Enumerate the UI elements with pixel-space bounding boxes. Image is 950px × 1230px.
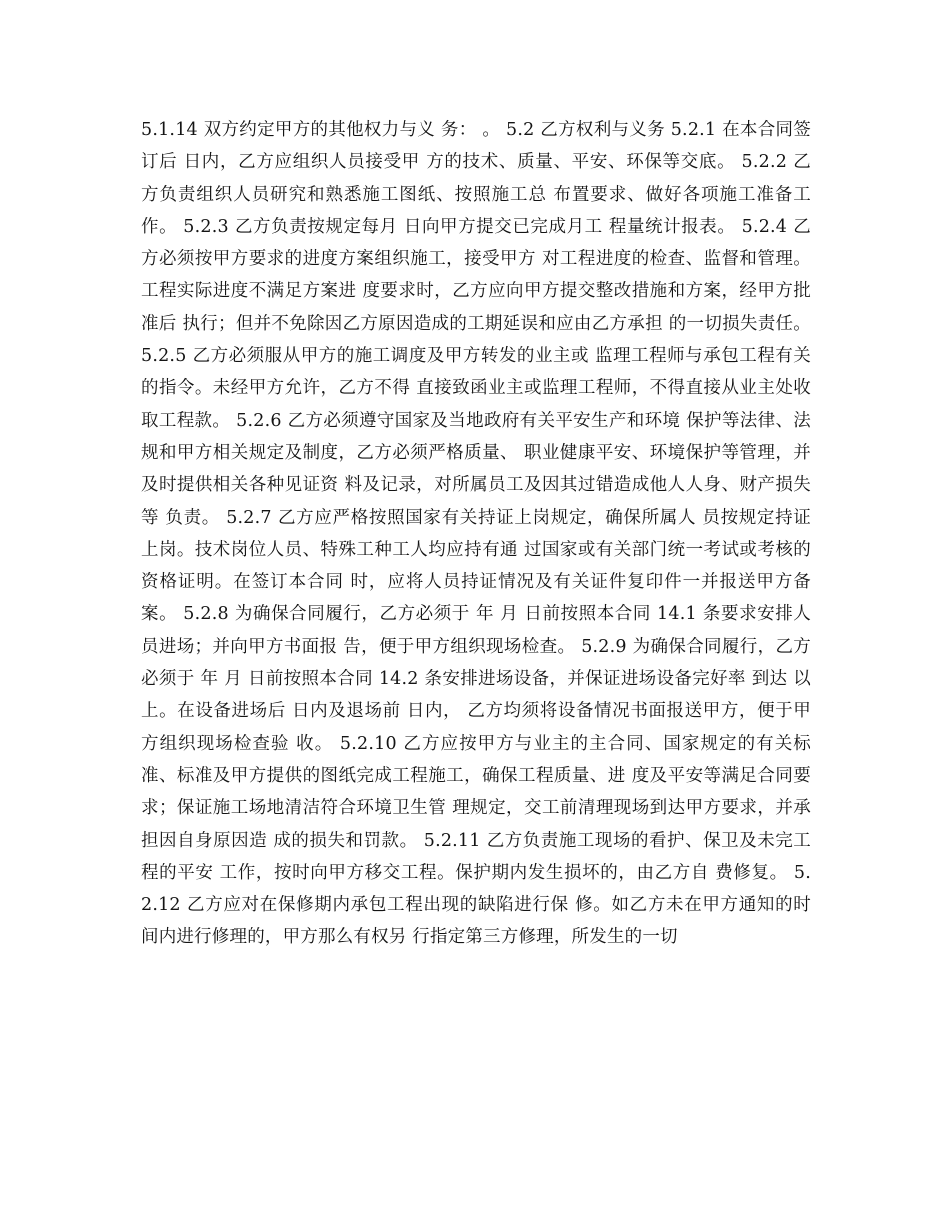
- contract-body-text: 5.1.14 双方约定甲方的其他权力与义 务： 。 5.2 乙方权利与义务 5.2.1 在本合同签订后 日内，乙方应组织人员接受甲 方的技术、质量、平安、环保等交底。 5.2.2 乙方负责组织人员研究和熟悉施工图纸、按照施工总 布置要求、做好各项施工准备工作。 5.2.3 乙方负责按规定每月 日向甲方提交已完成月工 程量统计报表。 5.2.4 乙方必须按甲方要求的进度方案组织施工，接受甲方 对工程进度的检查、监督和管理。工程实际进度不满足方案进 度要求时，乙方应向甲方提交整改措施和方案，经甲方批准后 执行；但并不免除因乙方原因造成的工期延误和应由乙方承担 的一切损失责任。 5.2.5 乙方必须服从甲方的施工调度及甲方转发的业主或 监理工程师与承包工程有关的指令。未经甲方允许，乙方不得 直接致函业主或监理工程师，不得直接从业主处收取工程款。 5.2.6 乙方必须遵守国家及当地政府有关平安生产和环境 保护等法律、法规和甲方相关规定及制度，乙方必须严格质量、 职业健康平安、环境保护等管理，并及时提供相关各种见证资 料及记录，对所属员工及因其过错造成他人人身、财产损失等 负责。 5.2.7 乙方应严格按照国家有关持证上岗规定，确保所属人 员按规定持证上岗。技术岗位人员、特殊工种工人均应持有通 过国家或有关部门统一考试或考核的资格证明。在签订本合同 时，应将人员持证情况及有关证件复印件一并报送甲方备案。 5.2.8 为确保合同履行，乙方必须于 年 月 日前按照本合同 14.1 条要求安排人员进场；并向甲方书面报 告，便于甲方组织现场检查。 5.2.9 为确保合同履行，乙方必须于 年 月 日前按照本合同 14.2 条安排进场设备，并保证进场设备完好率 到达 以上。在设备进场后 日内及退场前 日内， 乙方均须将设备情况书面报送甲方，便于甲方组织现场检查验 收。 5.2.10 乙方应按甲方与业主的主合同、国家规定的有关标 准、标准及甲方提供的图纸完成工程施工，确保工程质量、进 度及平安等满足合同要求；保证施工场地清洁符合环境卫生管 理规定，交工前清理现场到达甲方要求，并承担因自身原因造 成的损失和罚款。 5.2.11 乙方负责施工现场的看护、保卫及未完工程的平安 工作，按时向甲方移交工程。保护期内发生损坏的，由乙方自 费修复。 5.2.12 乙方应对在保修期内承包工程出现的缺陷进行保 修。如乙方未在甲方通知的时间内进行修理的，甲方那么有权另 行指定第三方修理，所发生的一切: [141, 120, 811, 948]
